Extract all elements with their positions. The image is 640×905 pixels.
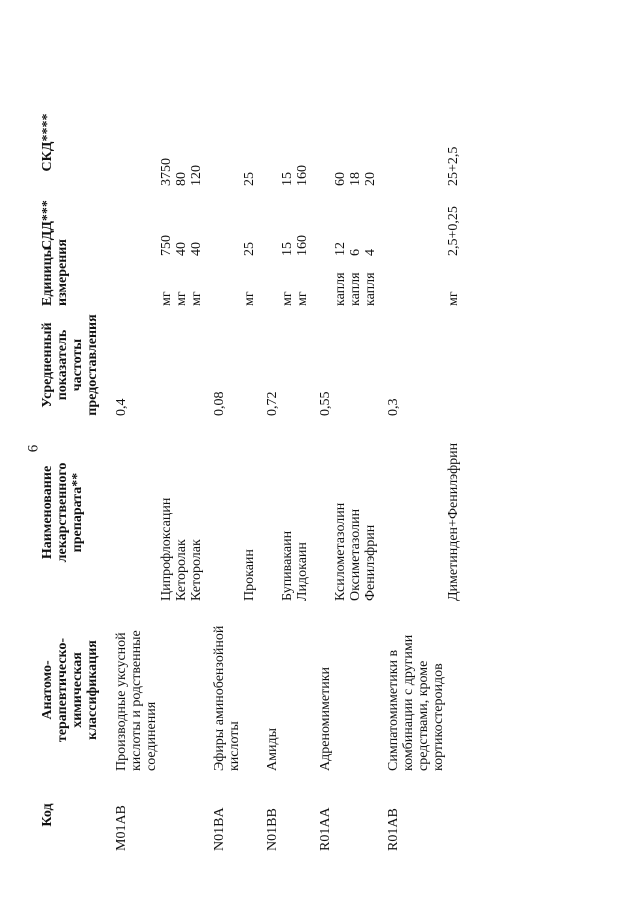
cell-atc bbox=[159, 605, 174, 775]
cell-index: 0,08 bbox=[212, 391, 227, 416]
cell-drug: Бупивакаин bbox=[280, 530, 295, 601]
cell-code bbox=[348, 775, 363, 855]
cell-skd: 160 bbox=[295, 165, 310, 186]
cell-unit: мг bbox=[189, 291, 204, 306]
cell-code bbox=[174, 775, 189, 855]
cell-code bbox=[159, 775, 174, 855]
cell-skd: 15 bbox=[280, 172, 295, 186]
cell-sdd: 40 bbox=[189, 242, 204, 256]
cell-unit bbox=[378, 260, 446, 310]
cell-code bbox=[333, 775, 348, 855]
cell-sdd: 25 bbox=[242, 242, 257, 256]
cell-code bbox=[446, 775, 461, 855]
cell-atc: Симпатомиметики в комбинации с другими средствами, кроме кортикостероидов bbox=[386, 634, 446, 771]
cell-drug: Диметинден+Фенилэфрин bbox=[446, 442, 461, 601]
cell-index: 0,3 bbox=[386, 398, 401, 416]
cell-skd: 3750 bbox=[159, 158, 174, 186]
table-row bbox=[159, 95, 174, 855]
cell-skd: 25 bbox=[242, 172, 257, 186]
cell-unit bbox=[204, 260, 242, 310]
cell-skd bbox=[310, 95, 333, 190]
cell-code: M01AB bbox=[114, 805, 129, 851]
cell-sdd: 2,5+0,25 bbox=[446, 206, 461, 256]
cell-code bbox=[295, 775, 310, 855]
cell-atc bbox=[446, 605, 461, 775]
cell-drug: Ципрофлоксацин bbox=[159, 497, 174, 601]
header-skd: СКД**** bbox=[40, 113, 55, 172]
header-atc: Анатомо-терапевтическо-химическая классификация bbox=[40, 637, 100, 743]
cell-atc bbox=[280, 605, 295, 775]
table-row bbox=[295, 95, 310, 855]
cell-code bbox=[189, 775, 204, 855]
cell-sdd bbox=[378, 190, 446, 260]
cell-index: 0,4 bbox=[114, 398, 129, 416]
cell-drug: Лидокаин bbox=[295, 542, 310, 601]
cell-atc bbox=[189, 605, 204, 775]
cell-atc bbox=[242, 605, 257, 775]
table-row bbox=[446, 95, 461, 855]
cell-atc bbox=[333, 605, 348, 775]
cell-skd bbox=[257, 95, 280, 190]
table-row bbox=[280, 95, 295, 855]
cell-sdd: 12 bbox=[333, 242, 348, 256]
cell-code bbox=[242, 775, 257, 855]
cell-index bbox=[446, 310, 461, 420]
cell-drug bbox=[257, 420, 280, 605]
cell-unit: мг bbox=[174, 291, 189, 306]
cell-unit: мг bbox=[280, 291, 295, 306]
cell-unit: мг bbox=[446, 291, 461, 306]
cell-sdd bbox=[257, 190, 280, 260]
cell-sdd: 6 bbox=[348, 249, 363, 256]
cell-unit bbox=[257, 260, 280, 310]
cell-skd bbox=[106, 95, 159, 190]
table-row bbox=[333, 95, 348, 855]
cell-sdd: 40 bbox=[174, 242, 189, 256]
cell-atc bbox=[348, 605, 363, 775]
cell-code: N01BB bbox=[265, 808, 280, 851]
cell-skd bbox=[204, 95, 242, 190]
cell-skd bbox=[378, 95, 446, 190]
cell-sdd: 4 bbox=[363, 249, 378, 256]
cell-sdd bbox=[106, 190, 159, 260]
cell-skd: 25+2,5 bbox=[446, 146, 461, 186]
cell-drug bbox=[378, 420, 446, 605]
rotated-table-container bbox=[40, 95, 600, 855]
cell-skd: 20 bbox=[363, 172, 378, 186]
cell-drug bbox=[106, 420, 159, 605]
table-header-row bbox=[40, 95, 106, 855]
cell-code: R01AB bbox=[386, 808, 401, 851]
cell-drug: Прокаин bbox=[242, 549, 257, 601]
cell-unit bbox=[310, 260, 333, 310]
cell-sdd: 750 bbox=[159, 235, 174, 256]
cell-unit bbox=[106, 260, 159, 310]
cell-atc: Эфиры аминобензойной кислоты bbox=[212, 625, 242, 771]
cell-index bbox=[280, 310, 295, 420]
cell-drug: Кеторолак bbox=[189, 539, 204, 601]
cell-unit: капля bbox=[333, 272, 348, 306]
cell-drug: Оксиметазолин bbox=[348, 508, 363, 601]
cell-drug bbox=[204, 420, 242, 605]
table-row bbox=[242, 95, 257, 855]
cell-index: 0,72 bbox=[265, 391, 280, 416]
cell-unit: капля bbox=[348, 272, 363, 306]
cell-sdd bbox=[204, 190, 242, 260]
cell-unit: мг bbox=[295, 291, 310, 306]
table-row bbox=[204, 95, 242, 855]
cell-index bbox=[242, 310, 257, 420]
cell-sdd bbox=[310, 190, 333, 260]
cell-unit: капля bbox=[363, 272, 378, 306]
cell-atc bbox=[363, 605, 378, 775]
cell-code bbox=[280, 775, 295, 855]
cell-drug: Ксилометазолин bbox=[333, 502, 348, 601]
table-row bbox=[106, 95, 159, 855]
header-drug: Наименование лекарственного препарата** bbox=[40, 462, 85, 563]
cell-drug: Кеторолак bbox=[174, 539, 189, 601]
table-row bbox=[189, 95, 204, 855]
cell-index: 0,55 bbox=[318, 391, 333, 416]
cell-atc: Производные уксусной кислоты и родственные соединения bbox=[114, 630, 159, 771]
cell-skd: 80 bbox=[174, 172, 189, 186]
drug-table bbox=[40, 95, 461, 855]
header-sdd: СДД*** bbox=[40, 200, 55, 250]
cell-index bbox=[333, 310, 348, 420]
cell-index bbox=[189, 310, 204, 420]
table-row bbox=[363, 95, 378, 855]
cell-sdd: 160 bbox=[295, 235, 310, 256]
cell-index bbox=[174, 310, 189, 420]
cell-atc bbox=[174, 605, 189, 775]
table-row bbox=[310, 95, 333, 855]
page-number: 6 bbox=[25, 444, 42, 453]
cell-atc bbox=[295, 605, 310, 775]
cell-unit: мг bbox=[159, 291, 174, 306]
cell-index bbox=[295, 310, 310, 420]
cell-sdd: 15 bbox=[280, 242, 295, 256]
cell-skd: 18 bbox=[348, 172, 363, 186]
cell-code: R01AA bbox=[318, 807, 333, 851]
table-row bbox=[257, 95, 280, 855]
table-row bbox=[378, 95, 446, 855]
cell-index bbox=[348, 310, 363, 420]
cell-drug bbox=[310, 420, 333, 605]
cell-index bbox=[159, 310, 174, 420]
table-row bbox=[348, 95, 363, 855]
cell-code bbox=[363, 775, 378, 855]
header-code: Код bbox=[40, 803, 55, 827]
table-row bbox=[174, 95, 189, 855]
cell-atc: Адреномиметики bbox=[318, 666, 333, 771]
cell-code: N01BA bbox=[212, 807, 227, 851]
cell-index bbox=[363, 310, 378, 420]
cell-atc: Амиды bbox=[265, 728, 280, 771]
cell-skd: 120 bbox=[189, 165, 204, 186]
header-index: Усредненный показатель частоты предоставления bbox=[40, 314, 100, 416]
cell-drug: Фенилэфрин bbox=[363, 524, 378, 601]
cell-skd: 60 bbox=[333, 172, 348, 186]
header-unit: Единицы измерения bbox=[40, 239, 70, 306]
cell-unit: мг bbox=[242, 291, 257, 306]
